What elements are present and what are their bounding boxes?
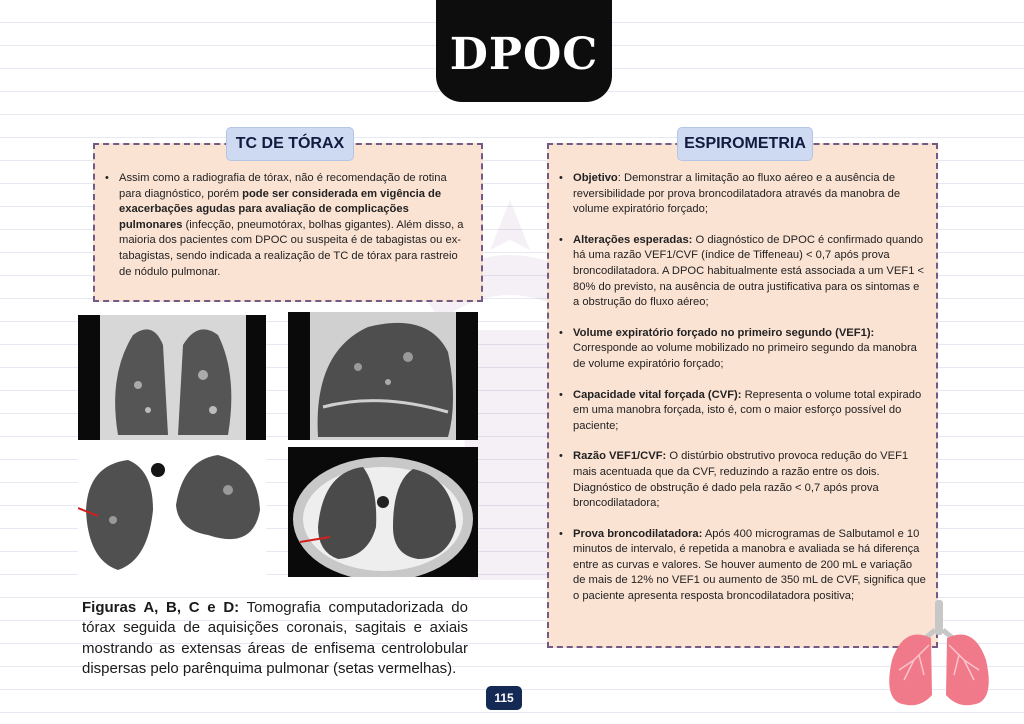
ct-heading: TC DE TÓRAX <box>226 127 354 161</box>
spirometry-list <box>549 145 936 605</box>
spirometry-item: • Prova broncodilatadora: Após 400 microgramas de Salbutamol e 10 minutos de intervalo, é repetida a manobra e avaliada se há diferença entre as curvas e valores. Se houver aumento de 200 mL e variação de mais de 12% no VEF1 ou aumento de 350 mL de CVF, significa que o paciente apresenta resposta broncodilatadora positiva; <box>549 527 926 605</box>
ct-image-d <box>288 447 478 577</box>
page-number: 115 <box>486 686 522 710</box>
spirometry-item: • Razão VEF1/CVF: O distúrbio obstrutivo provoca redução do VEF1 mais acentuada que da CVF, reduzindo a razão entre os dois. Diagnóstico de obstrução é dado pela razão < 0,7 após prova broncodilatadora; <box>549 449 926 511</box>
ct-image-b <box>288 312 478 440</box>
spirometry-item: • Capacidade vital forçada (CVF): Representa o volume total expirado em uma manobra forçada, isto é, com o maior esforço possível do paciente; <box>549 388 926 435</box>
ct-image-c <box>78 450 266 577</box>
page-title: DPOC <box>449 28 599 80</box>
ct-image-a <box>78 315 266 440</box>
spirometry-box <box>547 143 938 648</box>
title-tab <box>436 0 612 102</box>
spirometry-item: • Objetivo: Demonstrar a limitação ao fluxo aéreo e a ausência de reversibilidade por prova broncodilatadora através da manobra de volume expiratório forçado; <box>549 171 926 218</box>
figure-caption: Figuras A, B, C e D: Tomografia computadorizada do tórax seguida de aquisições coronais, sagitais e axiais mostrando as extensas áreas de enfisema centrolobular dispersas pelo parênquima pulmonar (setas vermelhas). <box>82 599 468 678</box>
spirometry-heading: ESPIROMETRIA <box>677 127 813 161</box>
ct-box <box>93 143 483 302</box>
spirometry-item: • Volume expiratório forçado no primeiro segundo (VEF1): Corresponde ao volume mobilizado no primeiro segundo da manobra de volume expiratório forçado; <box>549 326 926 373</box>
lungs-icon <box>884 600 994 708</box>
ct-bullet: • Assim como a radiografia de tórax, não é recomendação de rotina para diagnóstico, porém pode ser considerada em vigência de exacerbações agudas para avaliação de complicações pulmonares (infecção, pneumotórax, bolhas gigantes). Além disso, a maioria dos pacientes com DPOC ou suspeita é de tabagistas ou ex-tabagistas, sendo indicada a realização de TC de tórax para rastreio de nódulo pulmonar. <box>95 171 471 280</box>
spirometry-item: • Alterações esperadas: O diagnóstico de DPOC é confirmado quando há uma razão VEF1/CVF (índice de Tiffeneau) < 0,7 após prova broncodilatadora. A DPOC habitualmente está associada a um VEF1 < 80% do previsto, na ausência de outra justificativa para os sintomas e a obstrução do fluxo aéreo; <box>549 233 926 311</box>
